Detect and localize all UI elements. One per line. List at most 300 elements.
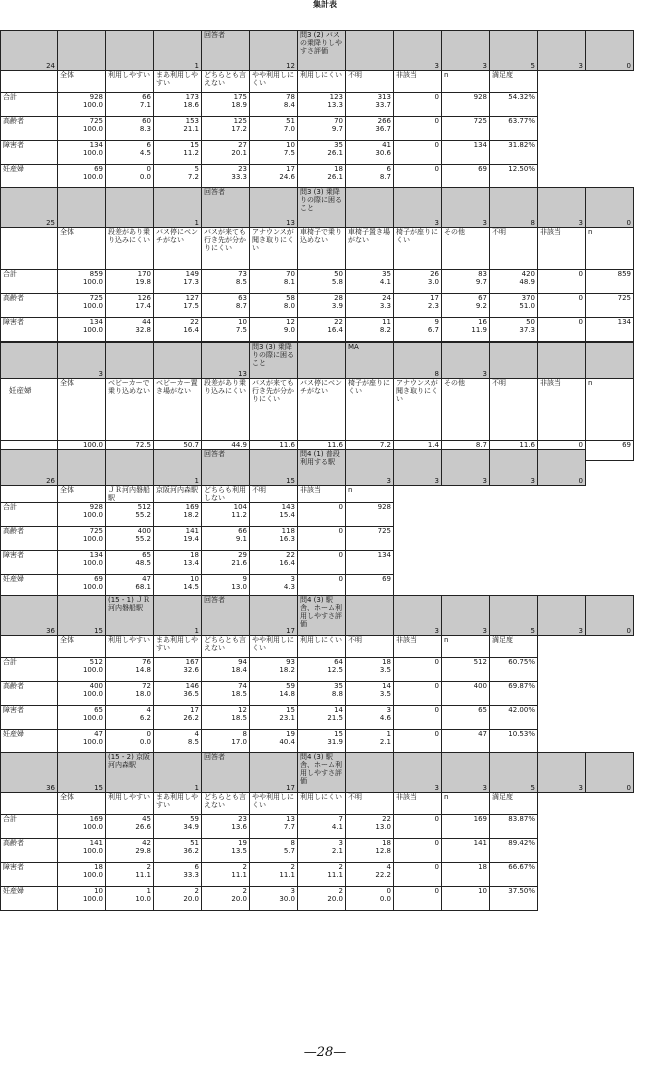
column-header: n: [442, 793, 490, 815]
cell-count: 51: [190, 839, 199, 847]
data-cell: [250, 93, 298, 117]
row-label: 妊産婦: [1, 165, 58, 189]
cell-percent: 17.3: [183, 278, 199, 286]
cell-percent: 100.0: [82, 690, 103, 698]
shade-cell: [346, 596, 394, 636]
data-cell: [298, 863, 346, 887]
shade-cell: (15 - 2) 京阪河内森駅: [106, 753, 154, 793]
column-header: 椅子が座りにくい: [346, 379, 394, 441]
page-number: —28—: [303, 1045, 347, 1060]
cell-percent: [492, 738, 535, 746]
cell-count: 78: [286, 93, 295, 101]
data-cell: [58, 730, 106, 754]
data-cell: [202, 730, 250, 754]
data-cell: [346, 270, 394, 294]
cell-count: 2: [338, 863, 343, 871]
cell-percent: 13.0: [375, 823, 391, 831]
cell-percent: 3.5: [379, 690, 391, 698]
cell-count: 725: [89, 527, 103, 535]
cell-percent: [300, 511, 343, 519]
cell-count: 134: [89, 141, 103, 149]
shade-cell: 回答者: [202, 596, 250, 636]
data-cell: [58, 270, 106, 294]
shade-cell: 3: [490, 450, 538, 486]
cell-percent: 8.5: [235, 278, 247, 286]
summary-table-6: [0, 752, 634, 911]
cell-count: 313: [377, 93, 391, 101]
cell-percent: 0.0: [379, 895, 391, 903]
cell-percent: 13.6: [231, 823, 247, 831]
table-row: [1, 887, 634, 911]
cell-count: 10: [478, 887, 487, 895]
cell-count: 134: [473, 141, 487, 149]
data-cell: [394, 165, 442, 189]
data-cell: [154, 682, 202, 706]
cell-count: 11.6: [519, 441, 535, 449]
cell-percent: 48.9: [519, 278, 535, 286]
cell-count: 4: [386, 863, 391, 871]
cell-percent: [396, 125, 439, 133]
empty-cell: [586, 658, 634, 682]
cell-percent: 19.4: [183, 535, 199, 543]
cell-count: 23: [238, 165, 247, 173]
data-cell: [346, 294, 394, 318]
column-header: 不明: [490, 228, 538, 270]
empty-cell: [442, 503, 490, 527]
cell-percent: 2.1: [331, 847, 343, 855]
cell-percent: 20.0: [231, 895, 247, 903]
data-cell: [106, 682, 154, 706]
cell-count: 41: [382, 141, 391, 149]
column-header: 段差があり乗り込みにくい: [202, 379, 250, 441]
cell-percent: [492, 101, 535, 109]
shade-cell: 3: [538, 188, 586, 228]
data-cell: [298, 318, 346, 342]
empty-cell: [538, 839, 586, 863]
cell-percent: 8.7: [379, 173, 391, 181]
table-row: [1, 839, 634, 863]
cell-count: 0: [338, 527, 343, 535]
empty-cell: [538, 93, 586, 117]
column-header: アナウンスが聞き取りにくい: [394, 379, 442, 441]
data-cell: [250, 270, 298, 294]
data-cell: [442, 318, 490, 342]
shade-cell: 0: [586, 188, 634, 228]
cell-percent: [492, 895, 535, 903]
data-cell: [58, 93, 106, 117]
cell-percent: 12.8: [375, 847, 391, 855]
data-cell: [202, 682, 250, 706]
cell-count: 3: [386, 706, 391, 714]
data-cell: [490, 682, 538, 706]
empty-cell: [586, 730, 634, 754]
data-cell: [442, 863, 490, 887]
shade-cell: [346, 31, 394, 71]
column-header: まあ利用しやすい: [154, 71, 202, 93]
cell-percent: 48.5: [135, 559, 151, 567]
data-cell: [298, 887, 346, 911]
shade-cell: [106, 31, 154, 71]
cell-percent: [540, 302, 583, 310]
cell-percent: 18.5: [231, 714, 247, 722]
data-cell: [394, 141, 442, 165]
shade-cell: 1: [154, 596, 202, 636]
data-cell: [346, 815, 394, 839]
cell-count: 72.5: [135, 441, 151, 449]
cell-percent: 20.0: [327, 895, 343, 903]
empty-cell: [490, 551, 538, 575]
row-label: 妊産婦: [1, 730, 58, 754]
cell-count: 22: [334, 318, 343, 326]
cell-percent: 11.1: [279, 871, 295, 879]
shade-cell: [106, 188, 154, 228]
cell-percent: 16.4: [279, 559, 295, 567]
data-cell: [250, 682, 298, 706]
cell-count: 65: [142, 551, 151, 559]
data-cell: [538, 294, 586, 318]
cell-percent: 33.7: [375, 101, 391, 109]
empty-cell: [586, 815, 634, 839]
data-cell: [202, 863, 250, 887]
shade-cell: 26: [1, 450, 58, 486]
column-header: n: [346, 486, 394, 503]
data-cell: [106, 270, 154, 294]
cell-percent: 36.7: [375, 125, 391, 133]
data-cell: [250, 165, 298, 189]
cell-count: 14: [334, 706, 343, 714]
column-header: 車椅子で乗り込めない: [298, 228, 346, 270]
column-header: 非該当: [394, 636, 442, 658]
column-header: ベビーカーで乗り込めない: [106, 379, 154, 441]
cell-percent: 10.0: [135, 895, 151, 903]
cell-count: 35: [382, 270, 391, 278]
empty-cell: [586, 887, 634, 911]
cell-percent: [396, 738, 439, 746]
cell-count: 18: [382, 658, 391, 666]
column-header: [1, 71, 58, 93]
cell-count: 725: [89, 294, 103, 302]
data-cell: [298, 658, 346, 682]
column-header: どちらも利用しない: [202, 486, 250, 503]
cell-count: 59: [286, 682, 295, 690]
table-row: [1, 117, 634, 141]
cell-count: 141: [473, 839, 487, 847]
cell-count: 66.67%: [508, 863, 535, 871]
cell-count: 22: [382, 815, 391, 823]
cell-count: 69: [622, 441, 631, 449]
data-cell: [442, 93, 490, 117]
shade-cell: [1, 343, 58, 379]
column-header: n: [586, 379, 634, 441]
cell-count: 725: [377, 527, 391, 535]
column-header: 不明: [346, 793, 394, 815]
cell-count: 143: [281, 503, 295, 511]
cell-count: 5: [194, 165, 199, 173]
cell-count: 65: [478, 706, 487, 714]
row-label: 合計: [1, 658, 58, 682]
cell-percent: 13.0: [231, 583, 247, 591]
cell-percent: [444, 101, 487, 109]
table-row: [1, 503, 586, 527]
empty-cell: [394, 527, 442, 551]
table-row: [1, 318, 634, 342]
shade-cell: 1: [154, 450, 202, 486]
data-cell: [154, 93, 202, 117]
column-header: 非該当: [394, 71, 442, 93]
cell-count: 8: [290, 839, 295, 847]
row-label: 高齢者: [1, 527, 58, 551]
cell-count: 69: [94, 575, 103, 583]
column-header: 非該当: [298, 486, 346, 503]
cell-percent: 13.3: [327, 101, 343, 109]
cell-count: 928: [89, 93, 103, 101]
cell-count: 2: [194, 887, 199, 895]
data-cell: [154, 730, 202, 754]
column-header: その他: [442, 228, 490, 270]
cell-percent: [492, 173, 535, 181]
cell-count: 2: [146, 863, 151, 871]
row-label: 障害者: [1, 863, 58, 887]
cell-count: 37.50%: [508, 887, 535, 895]
column-header: 全体: [58, 486, 106, 503]
row-label: 妊産婦: [1, 575, 58, 599]
cell-count: 141: [89, 839, 103, 847]
cell-percent: [396, 173, 439, 181]
cell-percent: 8.5: [187, 738, 199, 746]
cell-count: 66: [238, 527, 247, 535]
page-title: 集計表: [313, 0, 337, 9]
data-cell: [250, 503, 298, 527]
data-cell: [490, 141, 538, 165]
cell-percent: 13.5: [231, 847, 247, 855]
cell-percent: 8.3: [139, 125, 151, 133]
cell-percent: 8.4: [283, 101, 295, 109]
cell-percent: 12.5: [327, 666, 343, 674]
cell-count: 28: [334, 294, 343, 302]
data-cell: [106, 294, 154, 318]
cell-count: 0: [338, 551, 343, 559]
empty-cell: [394, 503, 442, 527]
cell-count: 10.53%: [508, 730, 535, 738]
cell-count: 89.42%: [508, 839, 535, 847]
shade-cell: 回答者: [202, 31, 250, 71]
column-header: 椅子が座りにくい: [394, 228, 442, 270]
cell-percent: 30.6: [375, 149, 391, 157]
shade-cell: [586, 343, 634, 379]
cell-percent: 33.3: [183, 871, 199, 879]
cell-count: 0: [434, 93, 439, 101]
empty-cell: [538, 71, 586, 93]
cell-percent: 9.7: [475, 278, 487, 286]
column-header: 不明: [250, 486, 298, 503]
empty-cell: [586, 141, 634, 165]
column-header: 全体: [58, 793, 106, 815]
cell-count: 512: [137, 503, 151, 511]
cell-count: 167: [185, 658, 199, 666]
column-header: その他: [442, 379, 490, 441]
cell-count: 16: [478, 318, 487, 326]
data-cell: [394, 682, 442, 706]
cell-count: 47: [142, 575, 151, 583]
cell-percent: 11.1: [135, 871, 151, 879]
cell-percent: 32.8: [135, 326, 151, 334]
cell-count: 118: [281, 527, 295, 535]
shade-cell: 5: [490, 31, 538, 71]
empty-cell: [442, 527, 490, 551]
row-label: 障害者: [1, 141, 58, 165]
column-header: 利用しやすい: [106, 636, 154, 658]
cell-count: 13: [286, 815, 295, 823]
cell-percent: [348, 559, 391, 567]
shade-cell: [538, 343, 586, 379]
column-header: まあ利用しやすい: [154, 636, 202, 658]
cell-percent: [444, 125, 487, 133]
shade-cell: MA: [346, 343, 394, 379]
column-header: やや利用しにくい: [250, 793, 298, 815]
data-cell: [298, 93, 346, 117]
table-row: [1, 682, 634, 706]
data-cell: [202, 117, 250, 141]
cell-percent: 24.6: [279, 173, 295, 181]
cell-percent: [300, 583, 343, 591]
data-cell: [490, 658, 538, 682]
shade-cell: 15: [250, 450, 298, 486]
column-header: 段差があり乗り込みにくい: [106, 228, 154, 270]
empty-cell: [538, 117, 586, 141]
data-cell: [106, 658, 154, 682]
empty-cell: [394, 486, 442, 503]
cell-percent: 100.0: [82, 278, 103, 286]
shade-cell: 回答者: [202, 450, 250, 486]
shade-cell: [298, 343, 346, 379]
cell-count: 24: [382, 294, 391, 302]
cell-percent: 17.0: [231, 738, 247, 746]
cell-percent: 16.4: [327, 326, 343, 334]
shade-cell: 24: [1, 31, 58, 71]
shade-cell: [346, 188, 394, 228]
cell-percent: 34.9: [183, 823, 199, 831]
empty-cell: [538, 863, 586, 887]
cell-count: 66: [142, 93, 151, 101]
shade-cell: 17: [250, 596, 298, 636]
cell-percent: 100.0: [82, 101, 103, 109]
cell-percent: 33.3: [231, 173, 247, 181]
column-header: 京阪河内森駅: [154, 486, 202, 503]
row-label: 高齢者: [1, 294, 58, 318]
cell-count: 69: [94, 165, 103, 173]
data-cell: [154, 503, 202, 527]
cell-count: 928: [377, 503, 391, 511]
column-header: 満足度: [490, 636, 538, 658]
cell-count: 0: [434, 863, 439, 871]
cell-count: 64: [334, 658, 343, 666]
column-header: 非該当: [394, 793, 442, 815]
column-header: n: [442, 636, 490, 658]
row-label: 障害者: [1, 706, 58, 730]
data-cell: [298, 117, 346, 141]
cell-percent: [492, 714, 535, 722]
data-cell: [442, 887, 490, 911]
data-cell: [394, 863, 442, 887]
column-header: ベビーカー置き場がない: [154, 379, 202, 441]
cell-count: 0: [434, 839, 439, 847]
data-cell: [106, 503, 154, 527]
column-header: どちらとも言えない: [202, 636, 250, 658]
data-cell: [298, 706, 346, 730]
cell-count: 1: [146, 887, 151, 895]
cell-percent: 100.0: [82, 666, 103, 674]
cell-count: 2: [242, 887, 247, 895]
cell-count: 104: [233, 503, 247, 511]
data-cell: [202, 815, 250, 839]
cell-count: 23: [238, 815, 247, 823]
cell-percent: [444, 173, 487, 181]
empty-cell: [490, 503, 538, 527]
cell-count: 14: [382, 682, 391, 690]
data-cell: [442, 117, 490, 141]
shade-cell: [106, 450, 154, 486]
cell-percent: 100.0: [82, 871, 103, 879]
cell-count: 70: [334, 117, 343, 125]
cell-count: 93: [286, 658, 295, 666]
data-cell: [106, 551, 154, 575]
empty-cell: [586, 117, 634, 141]
cell-percent: 4.5: [139, 149, 151, 157]
data-cell: [442, 730, 490, 754]
cell-percent: [492, 690, 535, 698]
cell-percent: [492, 847, 535, 855]
cell-percent: 51.0: [519, 302, 535, 310]
cell-count: 266: [377, 117, 391, 125]
data-cell: [106, 93, 154, 117]
data-cell: [106, 863, 154, 887]
cell-percent: [300, 559, 343, 567]
column-header: 利用しにくい: [298, 71, 346, 93]
cell-percent: 100.0: [82, 149, 103, 157]
data-cell: [298, 815, 346, 839]
shade-cell: 問3 (3) 乗降りの際に困ること: [298, 188, 346, 228]
cell-count: 83.87%: [508, 815, 535, 823]
data-cell: [154, 527, 202, 551]
cell-count: 72: [142, 682, 151, 690]
cell-percent: 2.1: [379, 738, 391, 746]
cell-count: 94: [238, 658, 247, 666]
data-cell: [154, 294, 202, 318]
column-header: やや利用しにくい: [250, 636, 298, 658]
cell-percent: 36.2: [183, 847, 199, 855]
cell-percent: 31.9: [327, 738, 343, 746]
cell-count: 8.7: [475, 441, 487, 449]
data-cell: [202, 270, 250, 294]
data-cell: [58, 117, 106, 141]
cell-count: 11.6: [327, 441, 343, 449]
cell-count: 12.50%: [508, 165, 535, 173]
cell-percent: [300, 535, 343, 543]
cell-percent: 17.4: [135, 302, 151, 310]
empty-cell: [442, 486, 490, 503]
shade-cell: 3: [442, 753, 490, 793]
cell-percent: 6.2: [139, 714, 151, 722]
shade-cell: 問3 (2) バスの乗降りしやすさ評価: [298, 31, 346, 71]
shade-cell: 3: [346, 450, 394, 486]
cell-count: 0: [386, 887, 391, 895]
empty-cell: [538, 636, 586, 658]
data-cell: [154, 706, 202, 730]
empty-cell: [442, 551, 490, 575]
cell-percent: 13.4: [183, 559, 199, 567]
data-cell: [250, 706, 298, 730]
data-cell: [58, 682, 106, 706]
